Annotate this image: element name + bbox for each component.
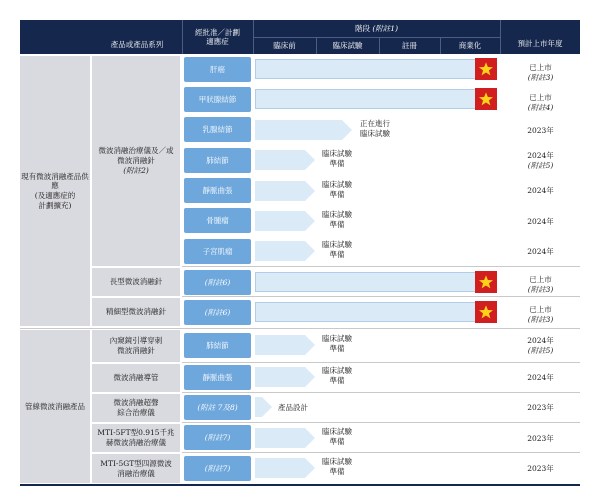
stage-commercial-label: 商業化 [458, 41, 482, 51]
year-cell [503, 93, 578, 113]
stage-arrow-preclinical [255, 211, 315, 231]
year-cell [503, 336, 578, 356]
stage-text: 臨床試驗 準備 [322, 240, 352, 260]
group-existing-label: 現有微波消融產品供應 (及適應症的 計劃擴充) [21, 171, 89, 210]
year-note: (附註5) [527, 345, 554, 355]
year-cell [503, 403, 578, 413]
series-name: 微波消融治療儀及／或 微波消融針 [98, 146, 174, 166]
year-value: 已上市 [529, 275, 552, 284]
stage-bar-commercial [255, 89, 497, 109]
stage-arrow-preclinical [255, 150, 315, 170]
year-value: 2023年 [527, 434, 554, 443]
star-icon [475, 271, 497, 293]
header-divider [500, 20, 501, 54]
row-divider [182, 296, 580, 297]
indication-label: (附註6) [204, 307, 231, 317]
year-cell [503, 151, 578, 171]
indication-bone-tumor [184, 208, 251, 233]
stage-text: 臨床試驗 準備 [322, 427, 352, 447]
indication-breast [184, 117, 251, 142]
year-value: 已上市 [529, 63, 552, 72]
indication-note-7a [184, 425, 251, 450]
indication-varicose [184, 178, 251, 203]
row-divider [20, 328, 580, 329]
stage-bar-commercial [255, 272, 497, 292]
series-fine-needle [92, 298, 180, 326]
row-divider [182, 422, 580, 423]
stage-text: 臨床試驗 準備 [322, 457, 352, 477]
header-year-label: 預計上市年度 [517, 39, 563, 49]
year-value: 2024年 [527, 151, 554, 160]
stage-text: 產品設計 [278, 403, 308, 412]
series-name: MTI-5GT型四源微波 消融治療儀 [100, 458, 172, 478]
series-mti-5ft [92, 424, 180, 452]
indication-thyroid [184, 87, 251, 112]
indication-label: 靜脈曲張 [202, 185, 233, 195]
year-cell [503, 275, 578, 295]
year-note: (附註3) [527, 284, 554, 294]
indication-varicose-pipeline [184, 365, 251, 390]
indication-label: 靜脈曲張 [202, 372, 233, 382]
year-cell [503, 63, 578, 83]
stage-bar-commercial [255, 302, 497, 322]
header-divider [316, 37, 317, 54]
series-name: MTI-5FT型0.915千兆 赫微波消融治療儀 [97, 428, 175, 447]
indication-label: 肺結節 [206, 340, 229, 350]
star-icon [475, 88, 497, 110]
series-mti-5gt [92, 454, 180, 483]
stage-arrow-preclinical [255, 458, 315, 478]
series-catheter [92, 364, 180, 392]
header-indication [182, 20, 253, 54]
year-value: 已上市 [529, 305, 552, 314]
year-value: 2024年 [527, 247, 554, 256]
year-cell [503, 126, 578, 136]
stage-text: 臨床試驗 準備 [322, 210, 352, 230]
year-cell [503, 373, 578, 383]
header-divider [253, 20, 254, 54]
series-name: 長型微波消融針 [109, 277, 163, 287]
stage-preclinical-label: 臨床前 [273, 41, 296, 51]
header-stage-label: 階段 [354, 23, 370, 33]
group-pipeline [20, 330, 90, 483]
group-existing [20, 56, 90, 326]
year-cell [503, 434, 578, 444]
row-divider [182, 266, 580, 267]
stage-clinical-label: 臨床試驗 [332, 41, 363, 51]
stage-arrow-preclinical [255, 367, 315, 387]
indication-note-7-8 [184, 395, 251, 420]
year-note: (附註3) [527, 72, 554, 82]
stage-arrow-preclinical [255, 181, 315, 201]
header-stage-commercial [440, 37, 500, 54]
series-long-needle [92, 268, 180, 296]
year-value: 已上市 [529, 93, 552, 102]
header-series-label: 產品或產品系列 [110, 40, 164, 50]
year-note: (附註4) [527, 102, 554, 112]
indication-note-6a [184, 270, 251, 295]
stage-bar-commercial [255, 59, 497, 79]
stage-arrow-preclinical [255, 335, 315, 355]
indication-label: (附註7) [204, 463, 231, 473]
indication-label: 肝癌 [210, 64, 225, 74]
stage-arrow-clinical [255, 120, 352, 140]
year-value: 2024年 [527, 336, 554, 345]
indication-label: 甲狀腺結節 [198, 94, 237, 104]
star-icon [475, 58, 497, 80]
header-stage-clinical [316, 37, 379, 54]
stage-text: 臨床試驗 準備 [322, 366, 352, 386]
year-cell [503, 247, 578, 257]
year-cell [503, 186, 578, 196]
year-note: (附註5) [527, 160, 554, 170]
indication-label: 肺結節 [206, 155, 229, 165]
indication-label: 子宮肌瘤 [202, 246, 233, 256]
stage-text: 臨床試驗 準備 [322, 149, 352, 169]
group-pipeline-label: 管線微波消融產品 [25, 401, 85, 411]
year-note: (附註3) [527, 314, 554, 324]
year-value: 2024年 [527, 373, 554, 382]
indication-label: (附註 7及8) [197, 402, 238, 412]
series-note: (附註2) [123, 165, 149, 175]
header-stage [253, 20, 500, 37]
indication-label: 骨腫瘤 [206, 215, 229, 225]
header-stage-registration [379, 37, 440, 54]
header-series [92, 20, 182, 54]
year-value: 2023年 [527, 126, 554, 135]
stage-registration-label: 註冊 [402, 41, 417, 51]
year-cell [503, 305, 578, 325]
series-endoscope-needle [92, 330, 180, 362]
series-name: 微波消融超聲 綜合治療儀 [113, 398, 159, 417]
indication-uterine [184, 239, 251, 264]
header-divider [379, 37, 380, 54]
header-year [500, 20, 580, 54]
indication-note-6b [184, 300, 251, 325]
indication-lung [184, 148, 251, 173]
year-value: 2023年 [527, 464, 554, 473]
series-name: 微波消融導管 [113, 373, 159, 383]
year-value: 2024年 [527, 186, 554, 195]
header-stage-preclinical [253, 37, 316, 54]
stage-arrow-preclinical [255, 241, 315, 261]
row-divider [182, 452, 580, 453]
table-bottom-border [20, 484, 580, 486]
year-value: 2024年 [527, 217, 554, 226]
indication-note-7b [184, 456, 251, 481]
row-divider [182, 362, 580, 363]
year-value: 2023年 [527, 403, 554, 412]
series-ultrasound-combo [92, 394, 180, 422]
header-stage-note: (附註1) [372, 23, 398, 33]
stage-text: 臨床試驗 準備 [322, 180, 352, 200]
indication-liver-cancer [184, 57, 251, 82]
series-name: 精細型微波消融針 [106, 307, 166, 317]
indication-lung-pipeline [184, 333, 251, 358]
star-icon [475, 301, 497, 323]
header-blank [20, 20, 92, 54]
header-divider [182, 20, 183, 54]
header-indication-label: 經批准／計劃適應症 [195, 27, 240, 46]
stage-arrow-preclinical [255, 428, 315, 448]
stage-text: 正在進行 臨床試驗 [360, 119, 390, 139]
indication-label: 乳腺結節 [202, 124, 233, 134]
year-cell [503, 217, 578, 227]
row-divider [182, 392, 580, 393]
header-divider [440, 37, 441, 54]
indication-label: (附註6) [204, 277, 231, 287]
year-cell [503, 464, 578, 474]
stage-text: 臨床試驗 準備 [322, 334, 352, 354]
stage-arrow-design [255, 397, 272, 417]
series-ablation-device [92, 56, 180, 266]
series-name: 內窺鏡引導穿刺 微波消融針 [109, 336, 163, 355]
indication-label: (附註7) [204, 432, 231, 442]
